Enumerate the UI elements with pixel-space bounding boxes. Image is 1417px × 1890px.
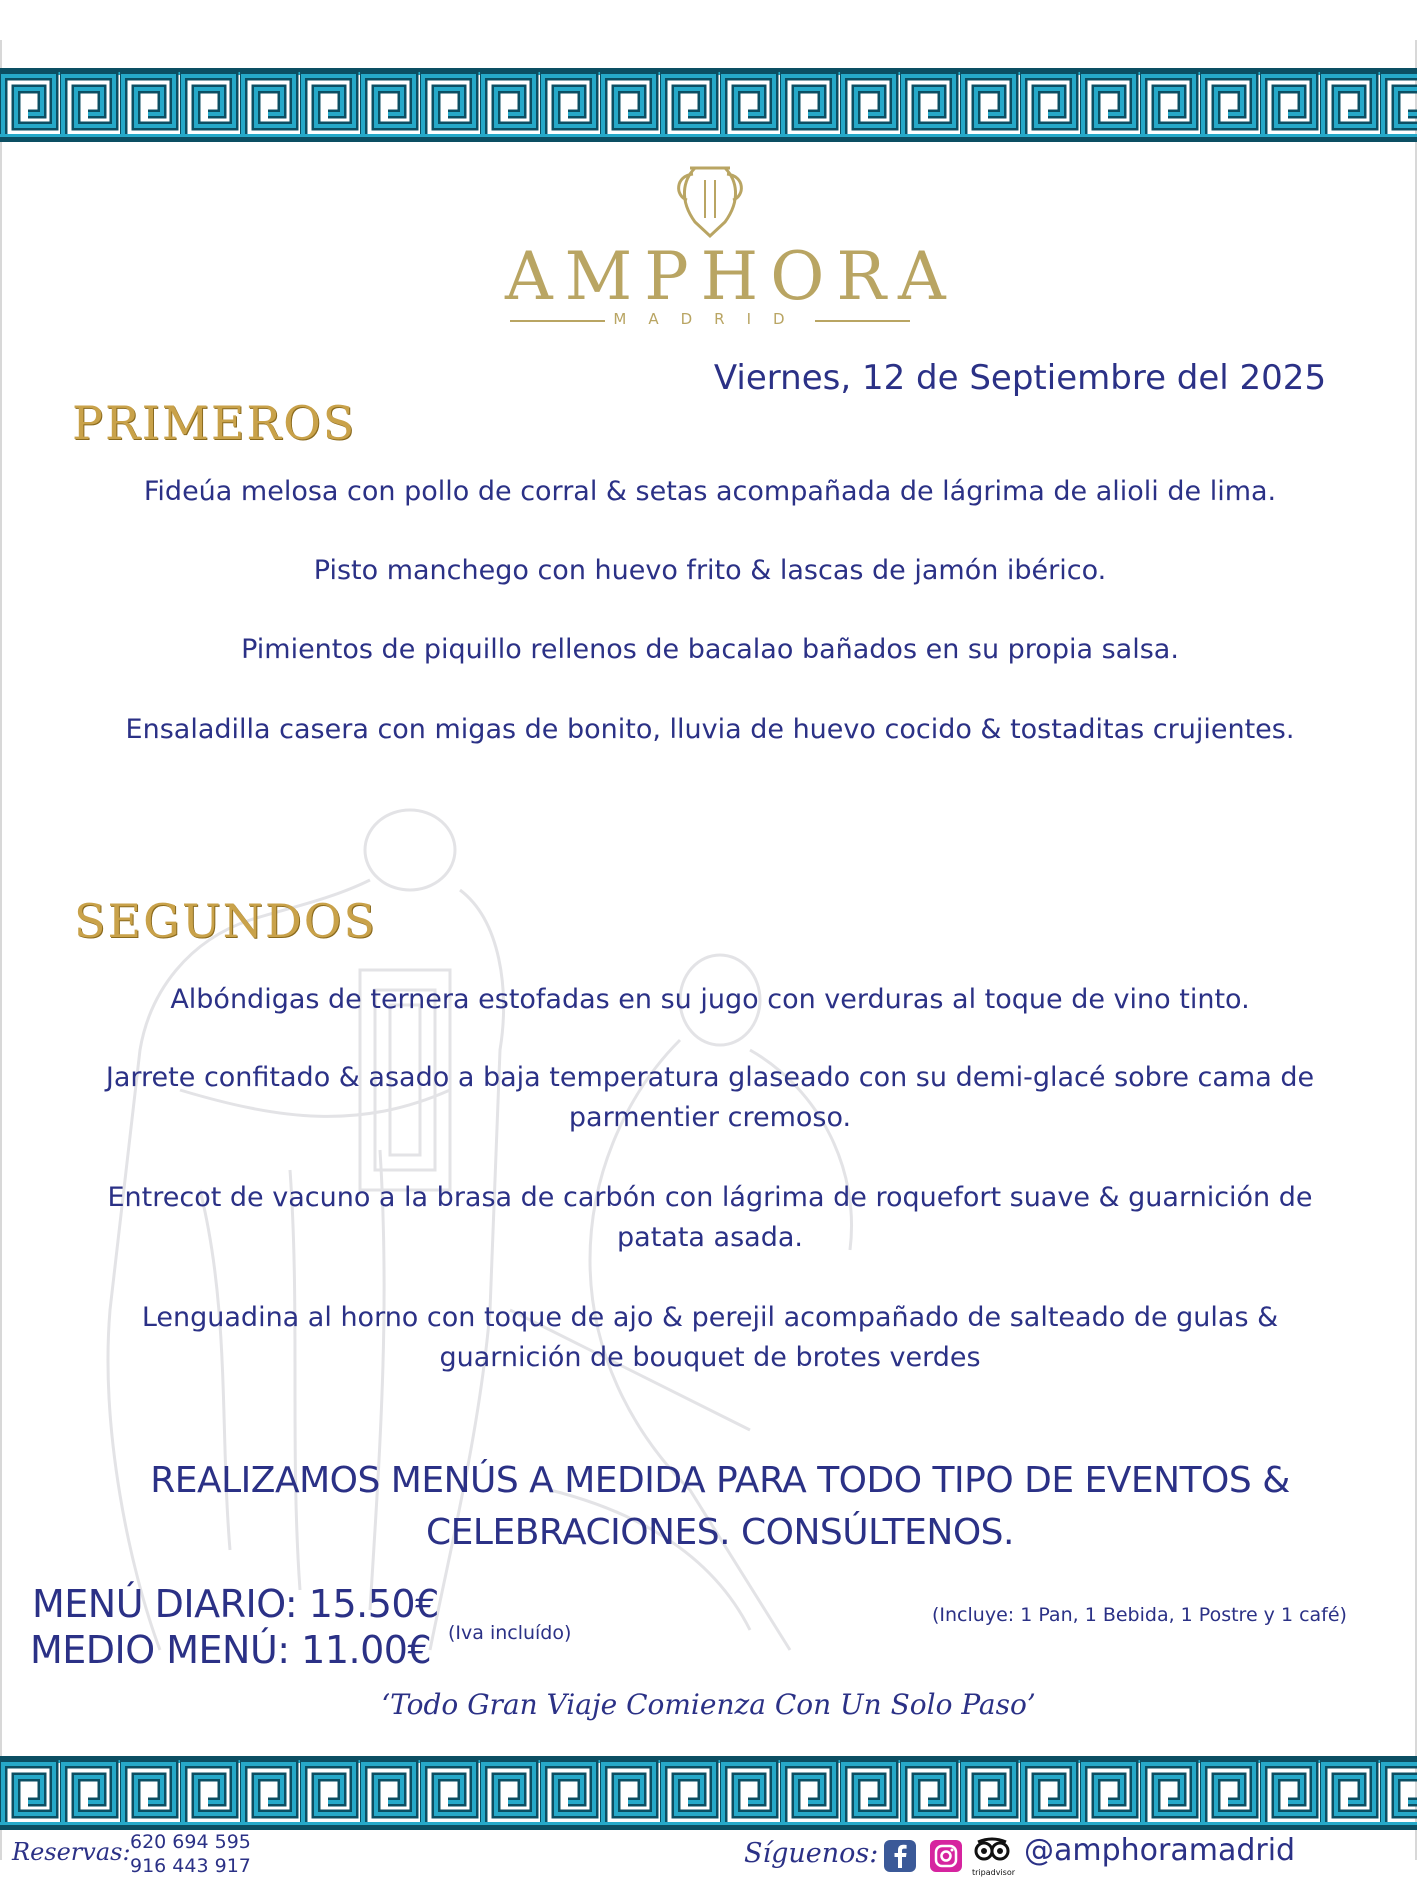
bottom-greek-key-border <box>0 1752 1417 1832</box>
instagram-icon[interactable] <box>930 1840 962 1872</box>
primeros-dish-3: Pimientos de piquillo rellenos de bacalao bañados en su propia salsa. <box>241 634 1179 665</box>
includes-note: (Incluye: 1 Pan, 1 Bebida, 1 Postre y 1 café) <box>932 1604 1347 1626</box>
segundos-dish-4: Lenguadina al horno con toque de ajo & perejil acompañado de salteado de gulas & guarnición de bouquet de brotes verdes <box>141 1302 1279 1373</box>
reservas-label: Reservas: <box>12 1838 131 1866</box>
menu-diario-price: MENÚ DIARIO: 15.50€ <box>32 1582 439 1626</box>
iva-note: (Iva incluído) <box>448 1622 572 1644</box>
phone-2[interactable]: 916 443 917 <box>130 1855 251 1877</box>
tripadvisor-icon[interactable] <box>972 1836 1016 1882</box>
phone-1[interactable]: 620 694 595 <box>130 1831 251 1853</box>
amphora-logo <box>505 160 958 340</box>
facebook-icon[interactable] <box>884 1840 916 1872</box>
motto: ‘Todo Gran Viaje Comienza Con Un Solo Paso’ <box>381 1688 1036 1721</box>
segundos-dish-1: Albóndigas de ternera estofadas en su jugo con verduras al toque de vino tinto. <box>170 984 1250 1015</box>
menu-date: Viernes, 12 de Septiembre del 2025 <box>713 358 1327 398</box>
top-greek-key-border <box>0 64 1417 144</box>
events-promo: REALIZAMOS MENÚS A MEDIDA PARA TODO TIPO DE EVENTOS & CELEBRACIONES. CONSÚLTENOS. <box>150 1460 1290 1553</box>
segundos-title: SEGUNDOS <box>74 894 377 948</box>
tripadvisor-label: tripadvisor <box>972 1868 1016 1877</box>
brand-sub: MADRID <box>613 310 807 328</box>
primeros-dish-1: Fideúa melosa con pollo de corral & setas acompañada de lágrima de alioli de lima. <box>143 476 1277 507</box>
siguenos-label: Síguenos: <box>744 1838 879 1869</box>
instagram-handle[interactable]: @amphoramadrid <box>1024 1833 1296 1868</box>
segundos-dish-3: Entrecot de vacuno a la brasa de carbón con lágrima de roquefort suave & guarnición de patata asada. <box>107 1182 1313 1253</box>
primeros-dish-4: Ensaladilla casera con migas de bonito, lluvia de huevo cocido & tostaditas crujientes. <box>125 714 1295 745</box>
amphora-logo-icon <box>665 160 755 240</box>
segundos-dish-2: Jarrete confitado & asado a baja temperatura glaseado con su demi-glacé sobre cama de parmentier cremoso. <box>105 1062 1315 1133</box>
primeros-title: PRIMEROS <box>72 396 357 450</box>
medio-menu-price: MEDIO MENÚ: 11.00€ <box>30 1628 432 1672</box>
primeros-dish-2: Pisto manchego con huevo frito & lascas de jamón ibérico. <box>313 555 1107 586</box>
brand-name: AMPHORA <box>505 238 958 315</box>
left-rule <box>0 40 2 1860</box>
